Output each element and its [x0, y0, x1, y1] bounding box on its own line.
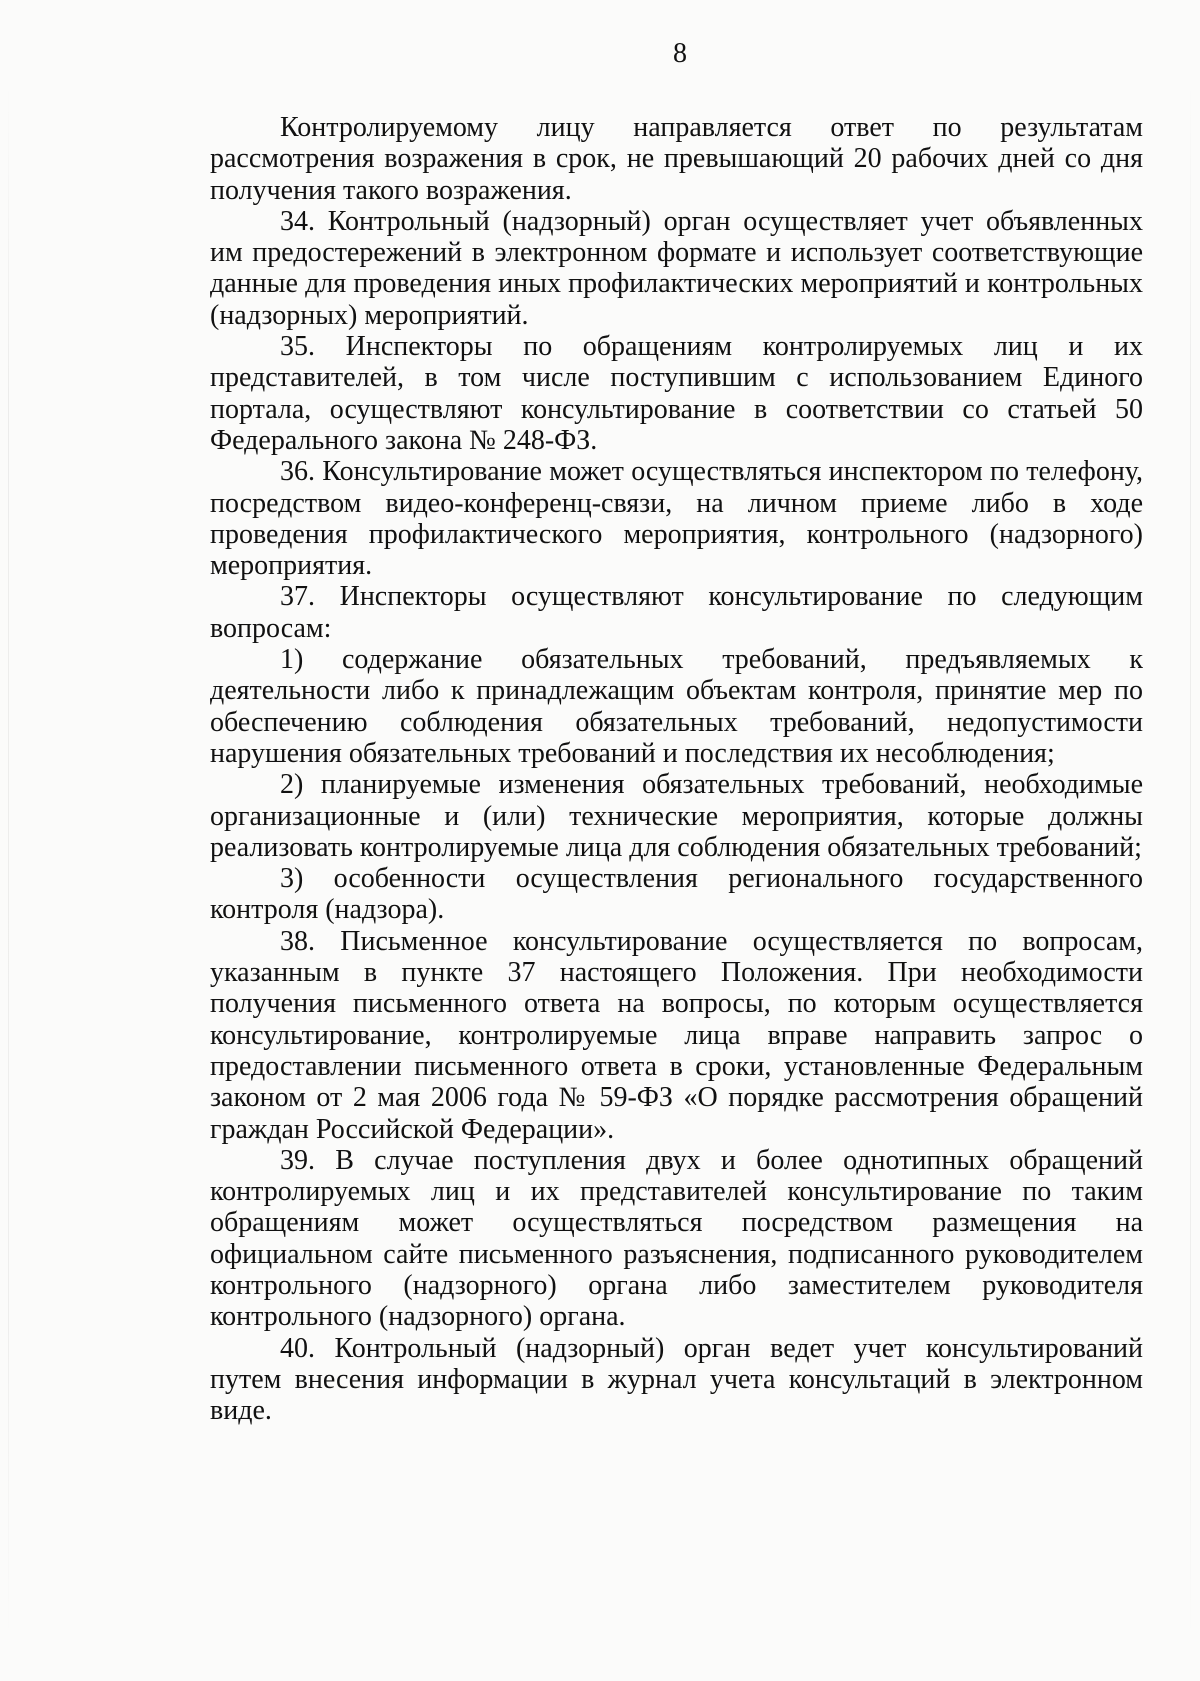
paragraph-response-to-objection: Контролируемому лицу направляется ответ по результатам рассмотрения возражения в срок, не превышающий 20 рабочих дней со дня получения такого возражения.	[210, 112, 1143, 206]
paragraph-38: 38. Письменное консультирование осуществляется по вопросам, указанным в пункте 37 настоящего Положения. При необходимости получения письменного ответа на вопросы, по которым осуществляется консультирование, контролируемые лица вправе направить запрос о предоставлении письменного ответа в сроки, установленные Федеральным законом от 2 мая 2006 года № 59-ФЗ «О порядке рассмотрения обращений граждан Российской Федерации».	[210, 925, 1143, 1145]
paragraph-35: 35. Инспекторы по обращениям контролируемых лиц и их представителей, в том числе поступившим с использованием Единого портала, осуществляют консультирование в соответствии со статьей 50 Федерального закона № 248-ФЗ.	[210, 331, 1143, 456]
scan-edge-right	[1190, 80, 1191, 1640]
page-number: 8	[673, 38, 687, 69]
document-body	[210, 112, 1143, 1426]
paragraph-37: 37. Инспекторы осуществляют консультирование по следующим вопросам:	[210, 581, 1143, 644]
scan-edge-left	[8, 80, 9, 1640]
paragraph-36: 36. Консультирование может осуществляться инспектором по телефону, посредством видео-конференц-связи, на личном приеме либо в ходе проведения профилактического мероприятия, контрольного (надзорного) мероприятия.	[210, 456, 1143, 582]
paragraph-34: 34. Контрольный (надзорный) орган осуществляет учет объявленных им предостережений в электронном формате и использует соответствующие данные для проведения иных профилактических мероприятий и контрольных (надзорных) мероприятий.	[210, 205, 1143, 331]
paragraph-40: 40. Контрольный (надзорный) орган ведет учет консультирований путем внесения информации в журнал учета консультаций в электронном виде.	[210, 1332, 1143, 1427]
paragraph-39: 39. В случае поступления двух и более однотипных обращений контролируемых лиц и их представителей консультирование по таким обращениям может осуществляться посредством размещения на официальном сайте письменного разъяснения, подписанного руководителем контрольного (надзорного) органа либо заместителем руководителя контрольного (надзорного) органа.	[210, 1144, 1143, 1333]
list-item-37-1: 1) содержание обязательных требований, предъявляемых к деятельности либо к принадлежащим объектам контроля, принятие мер по обеспечению соблюдения обязательных требований, недопустимости нарушения обязательных требований и последствия их несоблюдения;	[210, 644, 1143, 769]
list-item-37-3: 3) особенности осуществления регионального государственного контроля (надзора).	[210, 863, 1143, 926]
list-item-37-2: 2) планируемые изменения обязательных требований, необходимые организационные и (или) технические мероприятия, которые должны реализовать контролируемые лица для соблюдения обязательных требований;	[210, 769, 1143, 863]
